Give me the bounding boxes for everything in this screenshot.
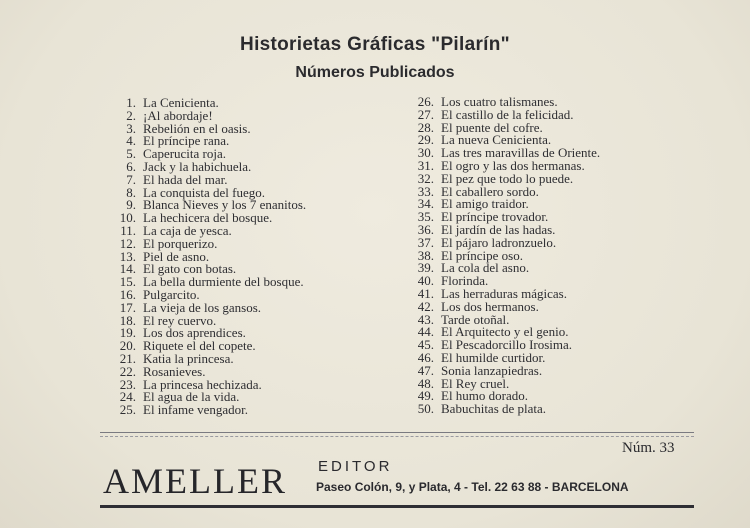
item-number: 23. [119, 376, 136, 392]
item-number: 39. [417, 260, 434, 276]
item-title: Caperucita roja. [143, 146, 227, 162]
item-title: El príncipe rana. [143, 133, 230, 149]
item-number: 27. [417, 106, 434, 122]
item-title: Florinda. [441, 273, 489, 289]
item-title: La vieja de los gansos. [143, 299, 262, 315]
item-title: El humilde curtidor. [441, 349, 546, 365]
item-number: 50. [417, 401, 434, 417]
item-title: Riquete el del copete. [143, 338, 256, 354]
item-number: 49. [417, 388, 434, 404]
list-item [110, 404, 306, 417]
item-title: La princesa hechizada. [143, 376, 262, 392]
item-number: 19. [119, 325, 136, 341]
item-title: El príncipe oso. [441, 247, 523, 263]
item-number: 42. [417, 298, 434, 314]
item-title: El Arquitecto y el genio. [441, 324, 569, 340]
item-title: Katia la princesa. [143, 350, 234, 366]
item-title: Las herraduras mágicas. [441, 285, 567, 301]
item-number: 47. [417, 362, 434, 378]
item-title: El caballero sordo. [441, 183, 539, 199]
item-number: 22. [119, 363, 136, 379]
item-number: 26. [417, 94, 434, 109]
item-title: Rebelión en el oasis. [143, 120, 251, 136]
item-title: Blanca Nieves y los 7 enanitos. [143, 197, 307, 213]
item-title: Tarde otoñal. [441, 311, 510, 327]
item-title: Rosanieves. [143, 363, 206, 379]
item-number: 1. [126, 95, 136, 110]
item-title: La Cenicienta. [143, 95, 219, 110]
item-title: El ogro y las dos hermanas. [441, 157, 585, 173]
item-number: 37. [417, 234, 434, 250]
item-number: 7. [126, 171, 136, 187]
item-title: La bella durmiente del bosque. [143, 274, 304, 290]
publisher-address: Paseo Colón, 9, y Plata, 4 - Tel. 22 63 88 - BARCELONA [316, 480, 629, 494]
page-subtitle: Números Publicados [295, 64, 455, 81]
item-title: El castillo de la felicidad. [441, 106, 574, 122]
item-number: 18. [119, 312, 136, 328]
item-number: 46. [417, 349, 434, 365]
list-item [110, 350, 306, 366]
item-title: El puente del cofre. [441, 119, 543, 135]
title-list-left [110, 97, 306, 417]
item-title: El porquerizo. [143, 235, 218, 251]
item-title: La hechicera del bosque. [143, 210, 273, 226]
item-number: 12. [119, 235, 136, 251]
item-number: 10. [119, 210, 136, 226]
item-number: 15. [119, 274, 136, 290]
item-number: 13. [119, 248, 136, 264]
item-title: Los dos hermanos. [441, 298, 539, 314]
item-number: 43. [417, 311, 434, 327]
item-title: Pulgarcito. [143, 286, 200, 302]
issue-number: Núm. 33 [622, 440, 675, 456]
item-title: La conquista del fuego. [143, 184, 266, 200]
item-number: 5. [126, 146, 136, 162]
item-number: 2. [126, 107, 136, 123]
item-title: La caja de yesca. [143, 222, 232, 238]
list-item [408, 262, 600, 275]
item-title: El Pescadorcillo Irosima. [441, 337, 573, 353]
item-number: 36. [417, 221, 434, 237]
item-number: 25. [119, 402, 136, 418]
item-number: 24. [119, 389, 136, 405]
item-title: Las tres maravillas de Oriente. [441, 145, 601, 161]
footer-divider-dashed [100, 436, 694, 437]
item-number: 32. [417, 170, 434, 186]
item-title: Babuchitas de plata. [441, 401, 547, 417]
item-number: 14. [119, 261, 136, 277]
item-number: 29. [417, 132, 434, 148]
item-number: 40. [417, 273, 434, 289]
item-title: El agua de la vida. [143, 389, 240, 405]
item-number: 16. [119, 286, 136, 302]
item-title: ¡Al abordaje! [143, 107, 213, 123]
item-title: La nueva Cenicienta. [441, 132, 552, 148]
item-title: El humo dorado. [441, 388, 529, 404]
title-list-right [408, 96, 600, 416]
page-title: Historietas Gráficas "Pilarín" [240, 34, 510, 55]
item-number: 20. [119, 338, 136, 354]
item-number: 4. [126, 133, 136, 149]
item-number: 38. [417, 247, 434, 263]
item-number: 21. [119, 350, 136, 366]
item-number: 8. [126, 184, 136, 200]
item-number: 17. [119, 299, 136, 315]
item-title: El príncipe trovador. [441, 209, 549, 225]
publisher-logo: AMELLER [103, 461, 287, 501]
item-title: El pez que todo lo puede. [441, 170, 574, 186]
item-title: Sonia lanzapiedras. [441, 362, 543, 378]
item-title: El gato con botas. [143, 261, 237, 277]
item-number: 30. [417, 145, 434, 161]
item-title: La cola del asno. [441, 260, 530, 276]
item-title: Jack y la habichuela. [143, 158, 252, 174]
item-number: 28. [417, 119, 434, 135]
item-number: 6. [126, 158, 136, 174]
publisher-role: EDITOR [318, 458, 393, 475]
item-number: 45. [417, 337, 434, 353]
item-title: El rey cuervo. [143, 312, 217, 328]
item-title: Los dos aprendices. [143, 325, 246, 341]
item-number: 9. [126, 197, 136, 213]
item-number: 3. [126, 120, 136, 136]
list-item [408, 403, 600, 416]
bottom-rule [100, 505, 694, 508]
item-number: 31. [417, 157, 434, 173]
item-title: Los cuatro talismanes. [441, 94, 558, 109]
item-title: El Rey cruel. [441, 375, 510, 391]
footer-divider [100, 432, 694, 433]
item-number: 48. [417, 375, 434, 391]
item-title: El hada del mar. [143, 171, 228, 187]
item-title: Piel de asno. [143, 248, 210, 264]
item-title: El amigo traidor. [441, 196, 529, 212]
item-number: 41. [417, 285, 434, 301]
item-title: El jardín de las hadas. [441, 221, 556, 237]
item-title: El pájaro ladronzuelo. [441, 234, 557, 250]
item-number: 11. [120, 222, 136, 238]
item-number: 44. [417, 324, 434, 340]
item-number: 35. [417, 209, 434, 225]
list-item [110, 276, 306, 289]
item-number: 33. [417, 183, 434, 199]
item-title: El infame vengador. [143, 402, 249, 418]
item-number: 34. [417, 196, 434, 212]
